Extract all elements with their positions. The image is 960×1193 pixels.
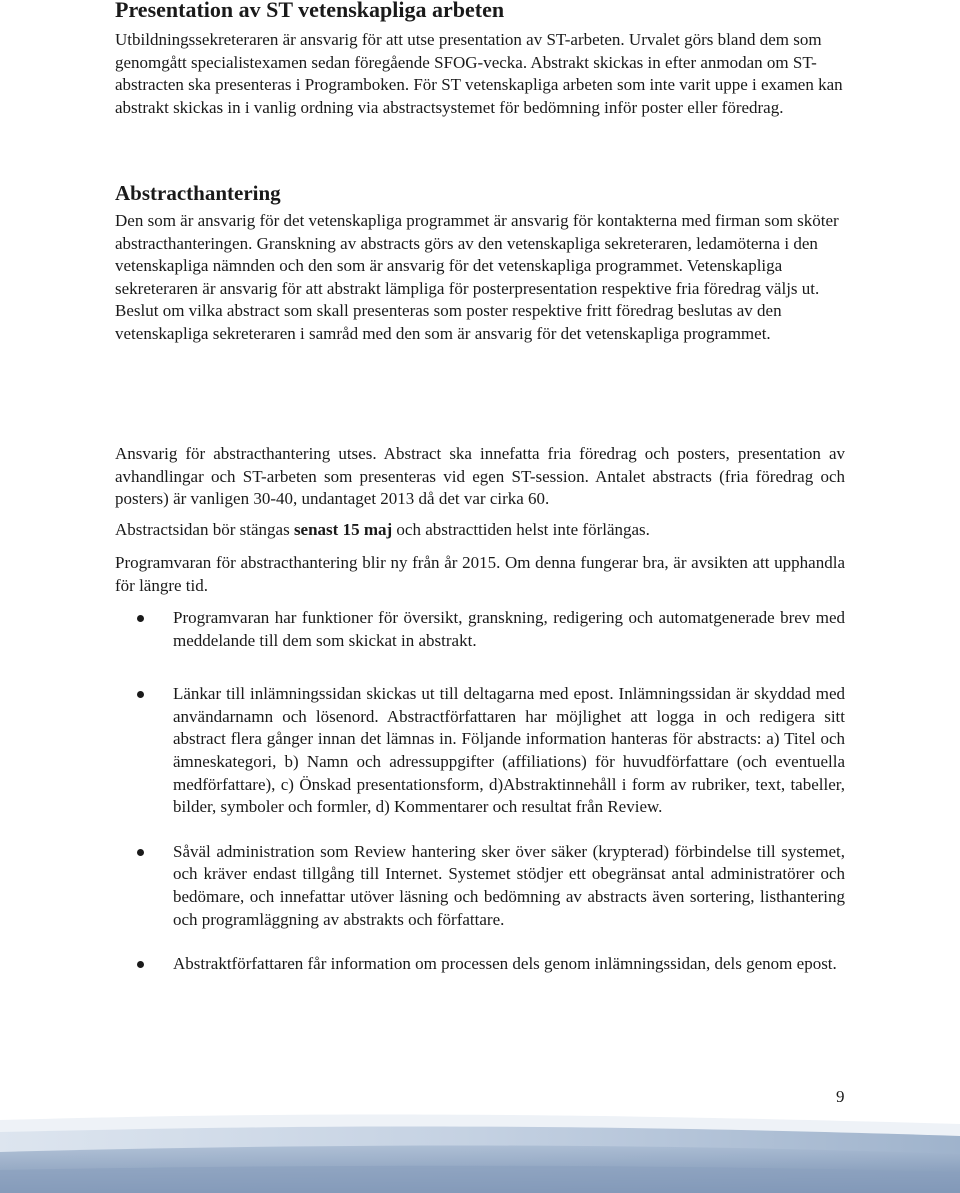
list-item	[115, 841, 845, 931]
list-item	[115, 607, 845, 652]
bullet-list	[115, 607, 845, 976]
bullet-icon	[137, 849, 144, 856]
text-run: Abstractsidan bör stängas	[115, 520, 294, 539]
list-item-text: Länkar till inlämningssidan skickas ut till deltagarna med epost. Inlämningssidan är skyddad med användarnamn och lösenord. Abstractförfattaren har möjlighet att logga in och redigera sitt abstract flera gånger innan det lämnas in. Följande information hanteras för abstracts: a) Titel och ämneskategori, b) Namn och adressuppgifter (affiliations) för huvudförfattare (och eventuella medförfattare), c) Önskad presentationsform, d)Abstraktinnehåll i form av rubriker, text, tabeller, bilder, symboler och formler, d) Kommentarer och resultat från Review.	[173, 684, 845, 817]
section-heading-abstracthantering: Abstracthantering	[115, 181, 281, 205]
section-heading-presentation: Presentation av ST vetenskapliga arbeten	[115, 0, 505, 22]
list-item-text: Abstraktförfattaren får information om processen dels genom inlämningssidan, dels genom epost.	[173, 954, 837, 974]
bullet-icon	[137, 691, 144, 698]
paragraph-programvaran: Programvaran för abstracthantering blir ny från år 2015. Om denna fungerar bra, är avsikten att upphandla för längre tid.	[115, 553, 845, 595]
list-item-text: Såväl administration som Review hantering sker över säker (krypterad) förbindelse till systemet, och kräver endast tillgång till Internet. Systemet stödjer ett obegränsat antal administratörer och bedömare, och innefattar utöver läsning och bedömning av abstracts även sortering, listhantering och programläggning av abstrakts och författare.	[173, 841, 845, 929]
footer-wave-decoration	[0, 1108, 960, 1193]
bullet-icon	[137, 615, 144, 622]
paragraph-abstracthantering: Den som är ansvarig för det vetenskapliga programmet är ansvarig för kontakterna med firman som sköter abstracthanteringen. Granskning av abstracts görs av den vetenskapliga sekreteraren, ledamöterna i den vetenskapliga nämnden och den som är ansvarig för det vetenskapliga programmet. Vetenskapliga sekreteraren är ansvarig för att abstrakt lämpliga för posterpresentation respektive fria föredrag väljs ut. Beslut om vilka abstract som skall presenteras som poster respektive fritt föredrag beslutas av den vetenskapliga sekreteraren i samråd med den som är ansvarig för det vetenskapliga programmet.	[115, 211, 839, 343]
paragraph-abstractsidan	[115, 519, 845, 542]
paragraph-presentation: Utbildningssekreteraren är ansvarig för att utse presentation av ST-arbeten. Urvalet görs bland dem som genomgått specialistexamen sedan föregående SFOG-vecka. Abstrakt skickas in efter anmodan om ST-abstracten ska presenteras i Programboken. För ST vetenskapliga arbeten som inte varit uppe i examen kan abstrakt skickas in i vanlig ordning via abstractsystemet för bedömning inför poster eller föredrag.	[115, 30, 843, 117]
list-item	[115, 953, 845, 976]
deadline-bold: senast 15 maj	[293, 520, 393, 539]
bullet-icon	[137, 961, 144, 968]
footer-wave-base	[0, 1166, 960, 1193]
list-item	[115, 683, 845, 819]
text-run: och abstracttiden helst inte förlängas.	[392, 520, 650, 539]
list-item-text: Programvaran har funktioner för översikt, granskning, redigering och automatgenerade brev med meddelande till dem som skickat in abstrakt.	[173, 608, 845, 650]
paragraph-ansvarig: Ansvarig för abstracthantering utses. Abstract ska innefatta fria föredrag och posters, presentation av avhandlingar och ST-arbeten som presenteras vid egen ST-session. Antalet abstracts (fria föredrag och posters) är vanligen 30-40, undantaget 2013 då det var cirka 60.	[115, 444, 845, 509]
page-number: 9	[836, 1087, 845, 1106]
